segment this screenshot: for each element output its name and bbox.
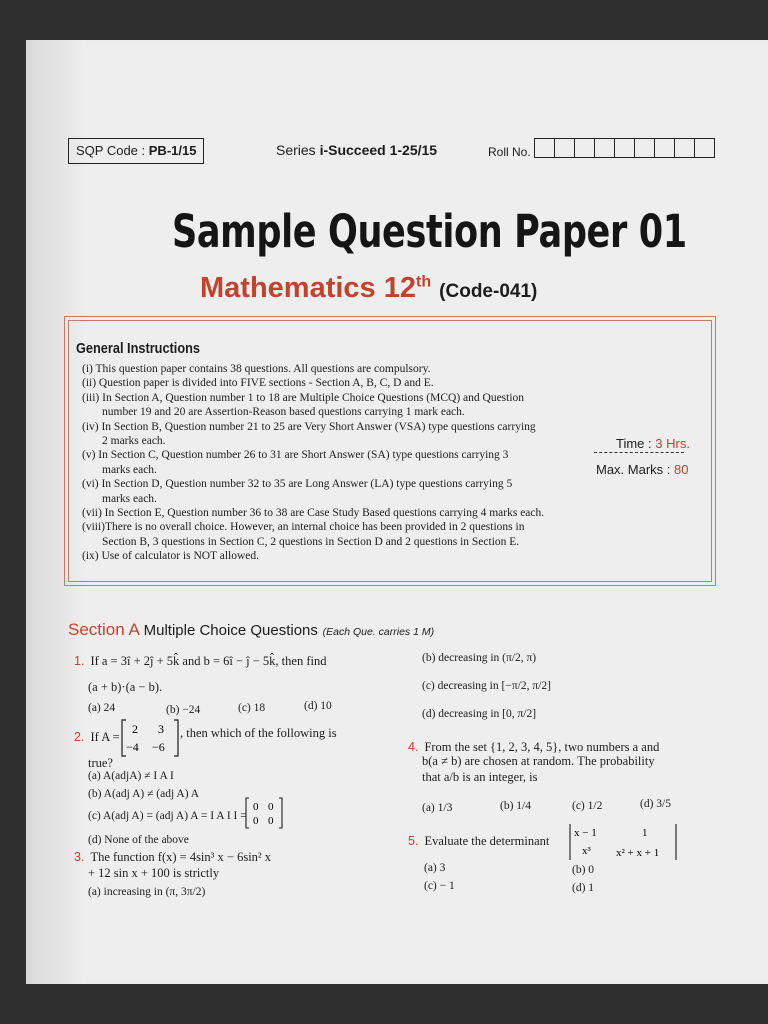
roll-cell <box>555 139 575 157</box>
series-value: i-Succeed 1-25/15 <box>319 142 438 158</box>
question-number: 1. <box>74 654 85 668</box>
option: (b) 1/4 <box>500 800 531 812</box>
matrix-cell: 2 <box>132 722 138 736</box>
question-number: 2. <box>74 730 85 744</box>
option: (b) 0 <box>572 864 595 876</box>
sqp-code-box <box>68 138 204 164</box>
matrix-cell: −4 <box>126 740 139 754</box>
max-marks <box>596 462 689 477</box>
matrix-cell: 0 <box>253 801 259 813</box>
det-cell: x³ <box>582 845 591 857</box>
instruction-line: marks each. <box>102 463 157 476</box>
option: (c) decreasing in [−π/2, π/2] <box>422 680 551 692</box>
time-label: Time : <box>616 436 652 451</box>
matrix-cell: 0 <box>268 815 274 827</box>
roll-cell <box>675 139 695 157</box>
question-text: If A = <box>90 730 120 744</box>
section-name: Section A <box>68 620 139 639</box>
section-heading <box>68 620 434 640</box>
instruction-line: (v) In Section C, Question number 26 to 31 are Short Answer (SA) type questions carrying 3 <box>82 449 509 462</box>
question-4 <box>408 740 659 755</box>
question-1-expr: (a + b)·(a − b). <box>88 680 163 694</box>
question-3-cont: + 12 sin x + 100 is strictly <box>88 866 220 880</box>
instruction-line: (iii) In Section A, Question number 1 to 18 are Multiple Choice Questions (MCQ) and Question <box>82 391 525 404</box>
matrix-cell: 0 <box>253 815 259 827</box>
roll-cell <box>655 139 675 157</box>
series <box>276 142 437 158</box>
instruction-line: (ii) Question paper is divided into FIVE sections - Section A, B, C, D and E. <box>82 377 434 390</box>
paper-page <box>26 40 768 984</box>
question-text: The function f(x) = 4sin³ x − 6sin² x <box>90 850 272 864</box>
section-note: (Each Que. carries 1 M) <box>322 626 435 638</box>
roll-cell <box>575 139 595 157</box>
roll-cell <box>695 139 714 157</box>
matrix-cell: −6 <box>152 740 165 754</box>
question-3 <box>74 850 271 865</box>
option: (d) 1 <box>572 882 595 894</box>
marks-value: 80 <box>674 462 689 477</box>
instruction-line: (i) This question paper contains 38 questions. All questions are compulsory. <box>82 363 431 375</box>
matrix-cell: 0 <box>268 801 274 813</box>
det-cell: 1 <box>642 827 648 839</box>
sqp-label: SQP Code : <box>76 143 146 158</box>
question-text: If a = 3î + 2ĵ + 5k̂ and b = 6î − ĵ − 5k̂, then find <box>90 654 327 668</box>
roll-no-boxes <box>534 138 715 158</box>
determinant <box>568 822 680 862</box>
option: (a) increasing in (π, 3π/2) <box>88 886 206 898</box>
option: (c) 1/2 <box>572 800 603 812</box>
question-number: 5. <box>408 834 419 848</box>
option: (a) 1/3 <box>422 802 453 814</box>
option: (b) decreasing in (π/2, π) <box>422 652 537 664</box>
question-1 <box>74 654 326 669</box>
instructions-heading: General Instructions <box>76 340 200 357</box>
option: (c) A(adj A) = (adj A) A = I A I I = <box>88 810 247 822</box>
instruction-line: (vi) In Section D, Question number 32 to 35 are Long Answer (LA) type questions carrying 5 <box>82 478 513 491</box>
instruction-line: (vii) In Section E, Question number 36 to 38 are Case Study Based questions carrying 4 marks each. <box>82 507 545 520</box>
instructions-list <box>82 362 602 564</box>
option: (d) None of the above <box>88 834 189 846</box>
marks-label: Max. Marks : <box>596 462 671 477</box>
time-allowed <box>616 436 690 451</box>
roll-cell <box>595 139 615 157</box>
question-4-cont: b(a ≠ b) are chosen at random. The probability <box>422 754 655 768</box>
question-number: 4. <box>408 740 419 754</box>
option: (a) 3 <box>424 862 446 874</box>
question-text: From the set {1, 2, 3, 4, 5}, two numbers a and <box>424 740 660 754</box>
question-2-cont: true? <box>88 756 113 770</box>
option: (b) −24 <box>166 704 201 716</box>
page-title: Sample Question Paper 01 <box>172 205 687 258</box>
roll-no-label: Roll No. <box>488 145 531 159</box>
instruction-line: (viii)There is no overall choice. However, an internal choice has been provided in 2 questions in <box>82 521 525 534</box>
option: (c) − 1 <box>424 880 455 892</box>
matrix-cell: 3 <box>158 722 164 736</box>
instruction-line: (iv) In Section B, Question number 21 to 25 are Very Short Answer (VSA) type questions carrying <box>82 420 536 433</box>
subject-line <box>200 272 537 305</box>
zero-matrix <box>244 796 284 830</box>
det-cell: x − 1 <box>574 827 597 839</box>
question-2 <box>74 730 120 745</box>
matrix-a <box>120 718 180 758</box>
option: (b) A(adj A) ≠ (adj A) A <box>88 788 200 800</box>
option: (a) 24 <box>88 702 116 714</box>
instruction-line: (ix) Use of calculator is NOT allowed. <box>82 550 260 563</box>
option: (c) 18 <box>238 702 266 714</box>
question-4-cont2: that a/b is an integer, is <box>422 770 538 784</box>
question-text: Evaluate the determinant <box>424 834 550 848</box>
subject-sup: th <box>416 273 432 291</box>
option: (d) decreasing in [0, π/2] <box>422 708 537 720</box>
det-cell: x² + x + 1 <box>616 847 660 859</box>
subject-name: Mathematics 12 <box>200 272 416 304</box>
sqp-code: PB-1/15 <box>148 143 197 158</box>
instruction-line: number 19 and 20 are Assertion-Reason based questions carrying 1 mark each. <box>102 406 465 419</box>
option: (a) A(adjA) ≠ I A I <box>88 770 174 782</box>
series-label: Series <box>276 142 316 158</box>
roll-cell <box>615 139 635 157</box>
subject-code: (Code-041) <box>439 281 538 302</box>
instruction-line: Section B, 3 questions in Section C, 2 questions in Section D and 2 questions in Section E. <box>102 535 520 548</box>
instruction-line: 2 marks each. <box>102 435 166 448</box>
question-2-text: , then which of the following is <box>180 726 337 740</box>
option: (d) 3/5 <box>640 798 671 810</box>
option: (d) 10 <box>304 700 332 712</box>
time-value: 3 Hrs. <box>655 436 690 451</box>
section-title: Multiple Choice Questions <box>143 622 318 639</box>
divider <box>594 452 684 453</box>
roll-cell <box>635 139 655 157</box>
roll-cell <box>535 139 555 157</box>
question-number: 3. <box>74 850 85 864</box>
instruction-line: marks each. <box>102 492 157 505</box>
question-5 <box>408 834 549 849</box>
